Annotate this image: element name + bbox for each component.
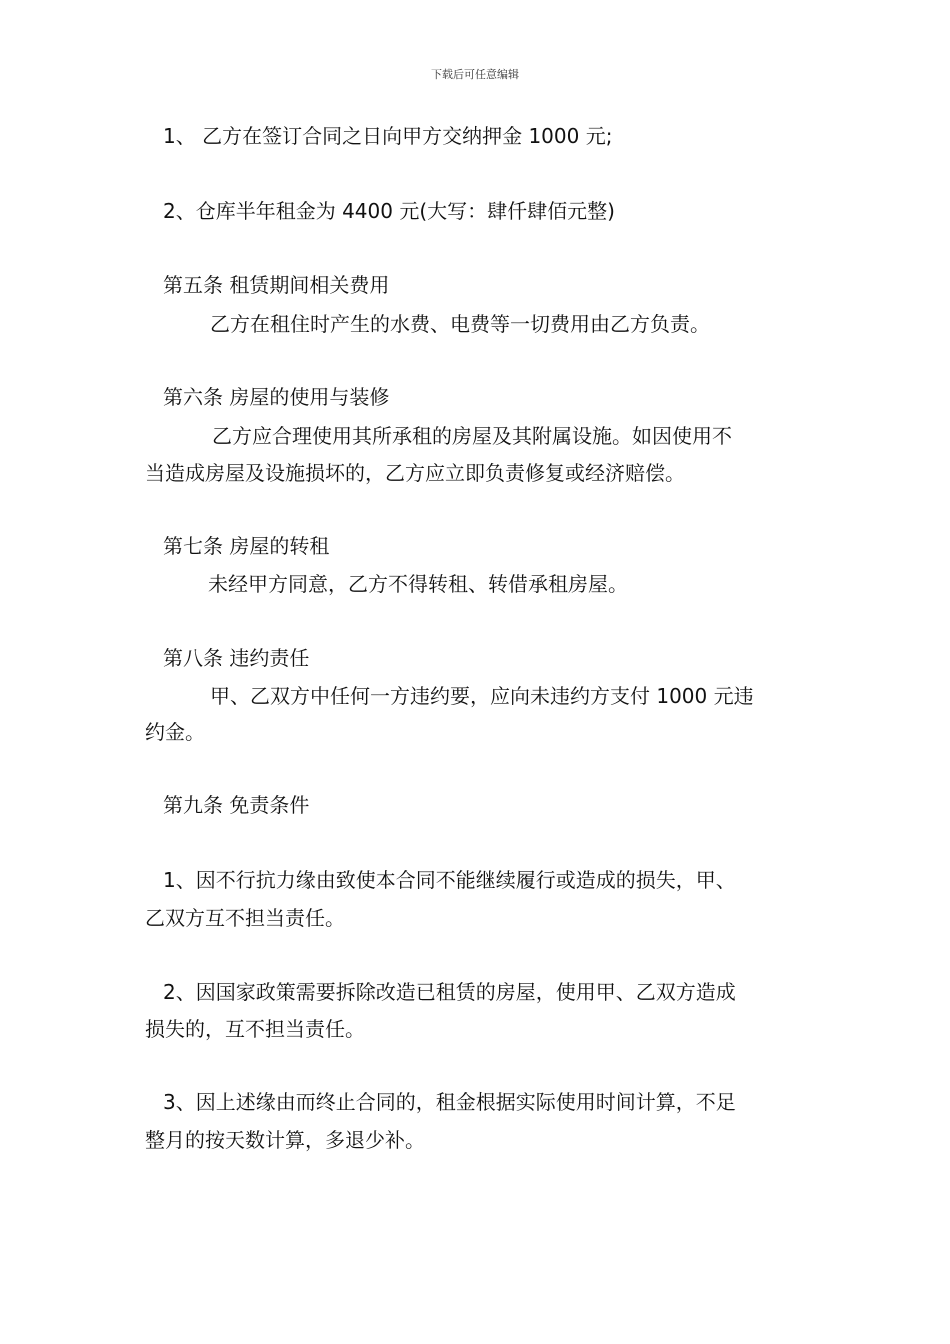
article-6-title: 第六条 房屋的使用与装修 bbox=[163, 385, 390, 409]
deposit-clause: 1、 乙方在签订合同之日向甲方交纳押金 1000 元; bbox=[163, 124, 613, 148]
article-6-body-line-2: 当造成房屋及设施损坏的，乙方应立即负责修复或经济赔偿。 bbox=[145, 461, 685, 485]
article-6-body-line-1: 乙方应合理使用其所承租的房屋及其附属设施。如因使用不 bbox=[212, 424, 732, 448]
article-9-clause-1-line-1: 1、因不行抗力缘由致使本合同不能继续履行或造成的损失，甲、 bbox=[163, 868, 736, 892]
article-7-title: 第七条 房屋的转租 bbox=[163, 534, 330, 558]
article-5-title: 第五条 租赁期间相关费用 bbox=[163, 273, 390, 297]
page-header: 下载后可任意编辑 bbox=[431, 68, 519, 81]
article-9-title: 第九条 免责条件 bbox=[163, 793, 310, 817]
article-8-title: 第八条 违约责任 bbox=[163, 646, 310, 670]
article-9-clause-1-line-2: 乙双方互不担当责任。 bbox=[145, 906, 345, 930]
article-8-body-line-2: 约金。 bbox=[145, 720, 205, 744]
article-8-body-line-1: 甲、乙双方中任何一方违约要，应向未违约方支付 1000 元违 bbox=[210, 684, 754, 708]
article-7-body: 未经甲方同意，乙方不得转租、转借承租房屋。 bbox=[208, 572, 628, 596]
rent-clause: 2、仓库半年租金为 4400 元(大写：肆仟肆佰元整) bbox=[163, 199, 615, 223]
article-9-clause-3-line-2: 整月的按天数计算，多退少补。 bbox=[145, 1128, 425, 1152]
article-5-body: 乙方在租住时产生的水费、电费等一切费用由乙方负责。 bbox=[210, 312, 710, 336]
article-9-clause-2-line-1: 2、因国家政策需要拆除改造已租赁的房屋，使用甲、乙双方造成 bbox=[163, 980, 736, 1004]
article-9-clause-3-line-1: 3、因上述缘由而终止合同的，租金根据实际使用时间计算，不足 bbox=[163, 1090, 736, 1114]
article-9-clause-2-line-2: 损失的，互不担当责任。 bbox=[145, 1017, 365, 1041]
